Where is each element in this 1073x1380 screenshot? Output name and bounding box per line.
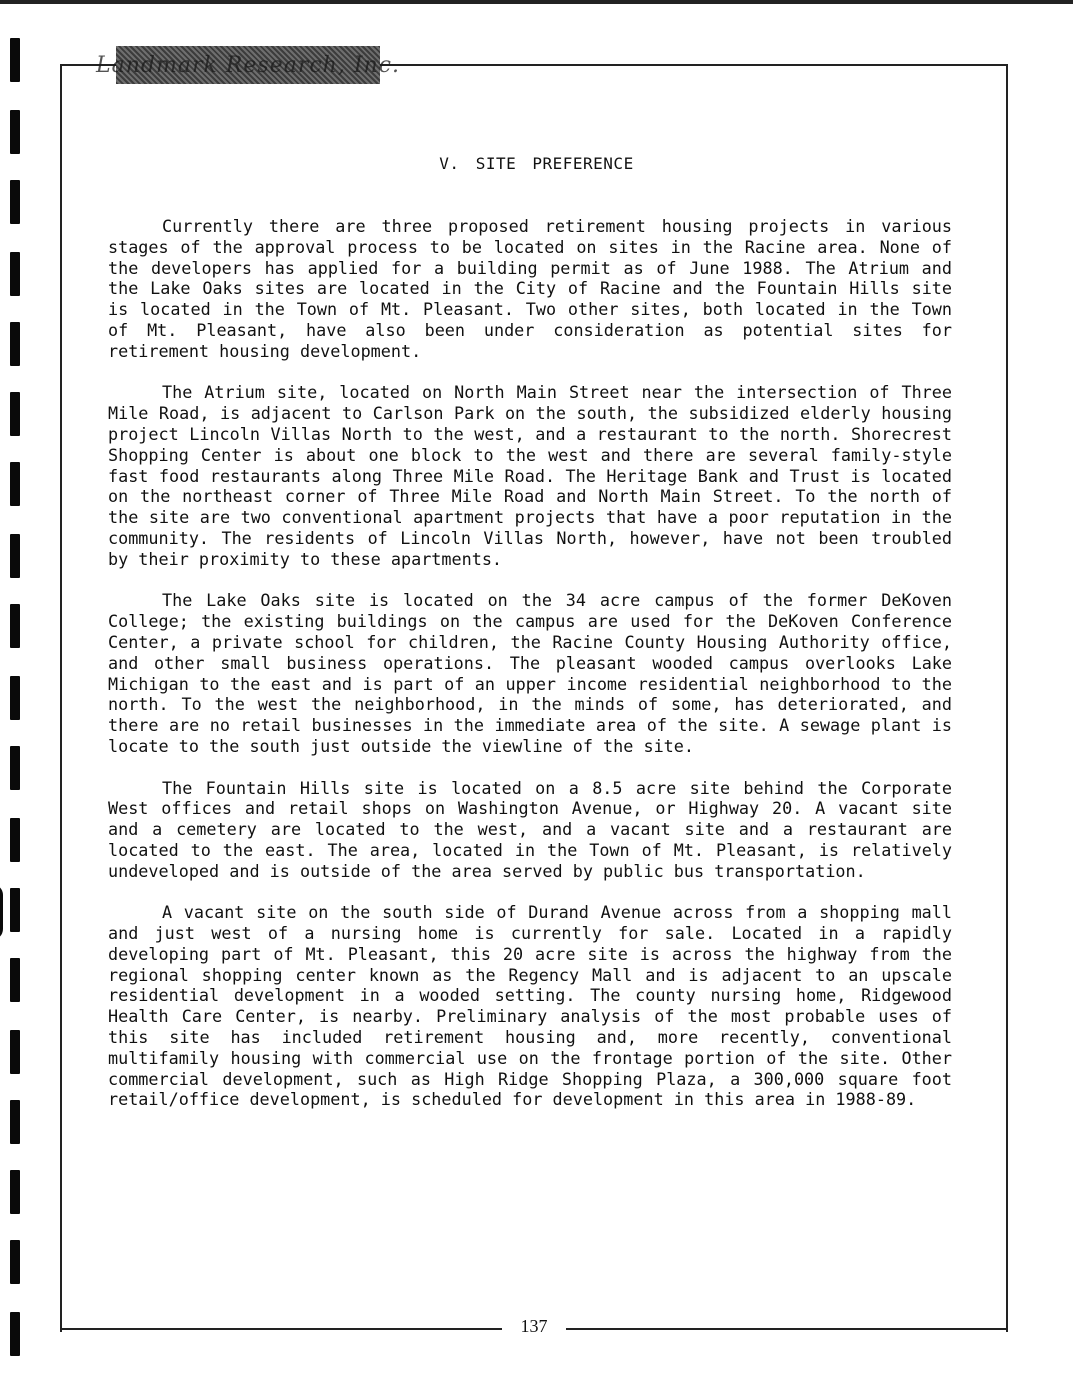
binder-mark [10,676,20,720]
body-text [108,216,952,1131]
binder-mark [10,604,20,648]
binder-mark [10,888,20,932]
binder-mark [10,958,20,1002]
binder-mark [10,1240,20,1284]
logo-text: Landmark Research, Inc. [96,52,400,78]
company-logo [96,46,400,84]
paragraph-lake-oaks-site: The Lake Oaks site is located on the 34 acre campus of the former DeKoven College; the existing buildings on the campus are used for the DeKoven Conference Center, a private school for children, the Racine County Housing Authority office, and other small business operations. The pleasant wooded campus overlooks Lake Michigan to the east and is part of an upper income residential neighborhood to the north. To the west the neighborhood, in the minds of some, has deteriorated, and there are no retail businesses in the immediate area of the site. A sewage plant is locate to the south just outside the viewline of the site. [108,590,952,756]
binder-mark [10,180,20,224]
section-number: V. [439,154,460,173]
binder-mark [10,322,20,366]
scan-artifact-mark [0,884,3,940]
paragraph-fountain-hills-site: The Fountain Hills site is located on a 8.5 acre site behind the Corporate West offices and retail shops on Washington Avenue, or Highway 20. A vacant site and a cemetery are located to the west, and a vacant site and a restaurant are located to the east. The area, located in the Town of Mt. Pleasant, is relatively undeveloped and is outside of the area served by public bus transportation. [108,777,952,881]
paragraph-intro: Currently there are three proposed retirement housing projects in various stages of the approval process to be located on sites in the Racine area. None of the developers has applied for a building permit as of June 1988. The Atrium and the Lake Oaks sites are located in the City of Racine and the Fountain Hills site is located in the Town of Mt. Pleasant. Two other sites, both located in the Town of Mt. Pleasant, have also been under consideration as potential sites for retirement housing development. [108,216,952,361]
frame-bottom-rule-right [566,1328,1006,1330]
binder-mark [10,1030,20,1074]
binder-mark [10,252,20,296]
paragraph-atrium-site: The Atrium site, located on North Main Street near the intersection of Three Mile Road, is adjacent to Carlson Park on the south, the subsidized elderly housing project Lincoln Villas North to the west, and a restaurant to the north. Shorecrest Shopping Center is about one block to the west and there are several family-style fast food restaurants along Three Mile Road. The Heritage Bank and Trust is located on the northeast corner of Three Mile Road and North Main Street. To the north of the site are two conventional apartment projects that have a poor reputation in the community. The residents of Lincoln Villas North, however, have not been troubled by their proximity to these apartments. [108,382,952,569]
binder-hole-strip [10,0,24,1380]
binder-mark [10,392,20,436]
binder-mark [10,38,20,82]
binder-mark [10,462,20,506]
binder-mark [10,1312,20,1356]
binder-mark [10,534,20,578]
frame-bottom-rule-left [60,1328,502,1330]
binder-mark [10,110,20,154]
binder-mark [10,746,20,790]
section-title: SITE PREFERENCE [475,154,634,173]
scan-top-edge [0,0,1073,4]
paragraph-durand-avenue-site: A vacant site on the south side of Durand Avenue across from a shopping mall and just west of a nursing home is currently for sale. Located in a rapidly developing part of Mt. Pleasant, this 20 acre site is across the highway from the regional shopping center known as the Regency Mall and is adjacent to an upscale residential development in a wooded setting. The county nursing home, Ridgewood Health Care Center, is nearby. Preliminary analysis of the most probable uses of this site has included retirement housing and, more recently, conventional multifamily housing with commercial use on the frontage portion of the site. Other commercial development, such as High Ridge Shopping Plaza, a 300,000 square foot retail/office development, is scheduled for development in this area in 1988-89. [108,902,952,1110]
binder-mark [10,818,20,862]
binder-mark [10,1170,20,1214]
binder-mark [10,1100,20,1144]
section-heading [0,154,1073,173]
page-number: 137 [520,1316,548,1336]
